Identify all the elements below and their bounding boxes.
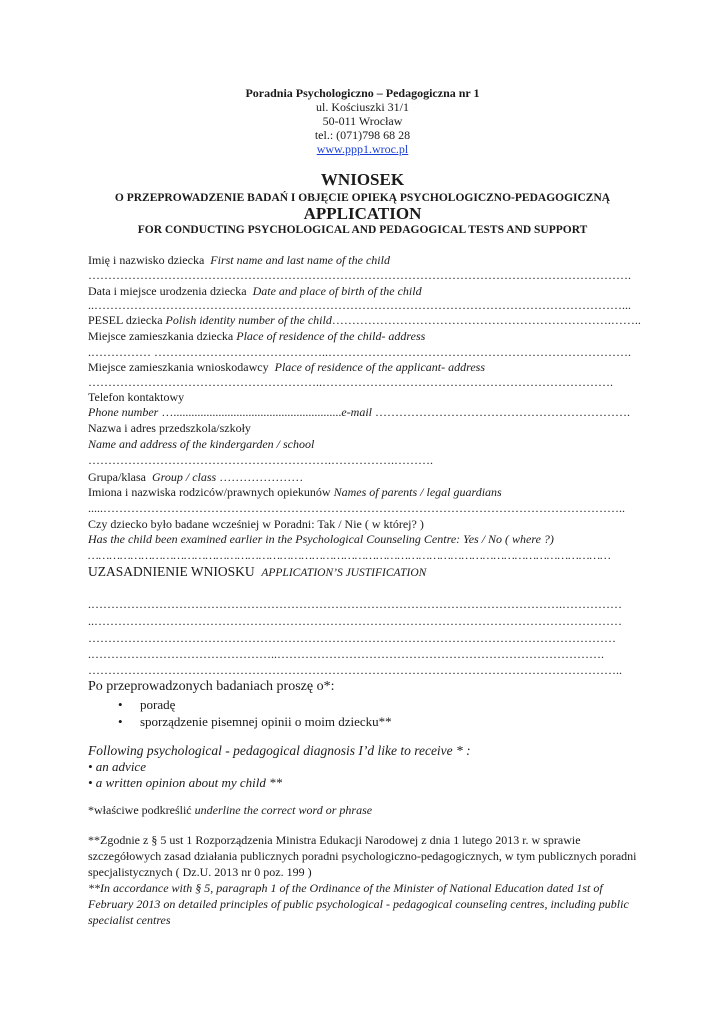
justification-line-5[interactable]: …………………………………………………………………………………………………………………….. <box>88 663 622 677</box>
option-opinion-pl[interactable]: • sporządzenie pisemnej opinii o moim dziecku** <box>118 713 392 730</box>
request-intro-pl: Po przeprowadzonych badaniach proszę o*: <box>88 679 335 694</box>
field-examined-pl: Czy dziecko było badane wcześniej w Poradni: Tak / Nie ( w której? ) <box>88 517 424 531</box>
field-school-en: Name and address of the kindergarden / school <box>88 437 315 451</box>
field-parents: Imiona i nazwiska rodziców/prawnych opiekunów Names of parents / legal guardians <box>88 485 502 499</box>
field-child-name: Imię i nazwisko dziecka First name and last name of the child <box>88 253 390 267</box>
title-en: APPLICATION <box>303 204 422 223</box>
org-city: 50-011 Wrocław <box>322 114 403 128</box>
justification-line-2[interactable]: ..…………………………………………………………………………………………………………………… <box>88 614 622 628</box>
fill-line-parents[interactable]: .....………………………………………………………………………………………………………………….. <box>88 501 625 515</box>
field-school-label: Nazwa i adres przedszkola/szkoły <box>88 421 251 435</box>
subtitle-pl: O PRZEPROWADZENIE BADAŃ I OBJĘCIE OPIEKĄ PSYCHOLOGICZNO-PEDAGOGICZNĄ <box>114 192 611 204</box>
title-pl: WNIOSEK <box>320 170 405 189</box>
field-phone-label: Telefon kontaktowy <box>88 390 185 404</box>
fill-line-child-name[interactable]: ………………………………………………………………………………………………………………………. <box>88 268 631 282</box>
fill-line-applicant[interactable]: …………………………………………………..………………………………………………………………. <box>88 375 613 389</box>
note-underline: *właściwe podkreślić underline the correct word or phrase <box>88 803 373 817</box>
justification-line-4[interactable]: .………………………………………..………………………………………………………………………. <box>88 647 604 661</box>
option-opinion-en[interactable]: • a written opinion about my child ** <box>88 775 283 790</box>
request-options-pl <box>118 696 392 730</box>
fill-line-birth[interactable]: ..……………………………………………………………………………………………………………………... <box>88 298 631 312</box>
option-advice-pl[interactable]: • poradę <box>118 696 392 713</box>
org-name: Poradnia Psychologiczno – Pedagogiczna nr 1 <box>245 86 480 100</box>
org-street: ul. Kościuszki 31/1 <box>316 100 409 114</box>
fill-line-residence[interactable]: .…………… ……………………………………..…………………………………………………………………. <box>88 345 631 359</box>
fill-line-school[interactable]: …………………………………………………….…………….………. <box>88 453 433 467</box>
field-applicant: Miejsce zamieszkania wnioskodawcy Place of residence of the applicant- address <box>88 360 486 374</box>
fill-line-examined[interactable]: ………………………………………………………………………………………………………………………………… <box>88 548 611 562</box>
note-legal-pl: **Zgodnie z § 5 ust 1 Rozporządzenia Ministra Edukacji Narodowej z dnia 1 lutego 2013 r. w sprawie szczegółowych zasad działania publicznych poradni psychologiczno-pedagogicznych, w tym publicznych poradni specjalistycznych ( Dz.U. 2013 nr 0 poz. 199 ) <box>88 833 637 879</box>
website-link[interactable]: www.ppp1.wroc.pl <box>316 142 409 156</box>
field-pesel: PESEL dziecka Polish identity number of the child…………………………………………………………….…….. <box>88 313 641 327</box>
field-phone-email[interactable]: Phone number …........................................................e-mail ………………………………………………………. <box>88 405 630 419</box>
org-website[interactable] <box>0 142 725 156</box>
justification-line-3[interactable]: …………………………………………………………………………………………………………………… <box>88 631 616 645</box>
field-group: Grupa/klasa Group / class ………………… <box>88 470 304 484</box>
field-examined-en: Has the child been examined earlier in the Psychological Counseling Centre: Yes / No ( where ?) <box>88 532 554 546</box>
option-advice-en[interactable]: • an advice <box>88 759 146 774</box>
field-residence: Miejsce zamieszkania dziecka Place of residence of the child- address <box>88 329 426 343</box>
subtitle-en: FOR CONDUCTING PSYCHOLOGICAL AND PEDAGOGICAL TESTS AND SUPPORT <box>137 224 588 236</box>
justification-heading: UZASADNIENIE WNIOSKU APPLICATION’S JUSTIFICATION <box>88 565 427 579</box>
field-birth: Data i miejsce urodzenia dziecka Date and place of birth of the child <box>88 284 422 298</box>
request-intro-en: Following psychological - pedagogical diagnosis I’d like to receive * : <box>88 743 471 758</box>
note-legal-en: **In accordance with § 5, paragraph 1 of the Ordinance of the Minister of National Education dated 1st of February 2013 on detailed principles of public psychological - pedagogical counseling centres, including public specialist centres <box>88 881 629 927</box>
justification-line-1[interactable]: .……………………………………………………………………………………………………….…………… <box>88 597 622 611</box>
org-phone: tel.: (071)798 68 28 <box>314 128 411 142</box>
